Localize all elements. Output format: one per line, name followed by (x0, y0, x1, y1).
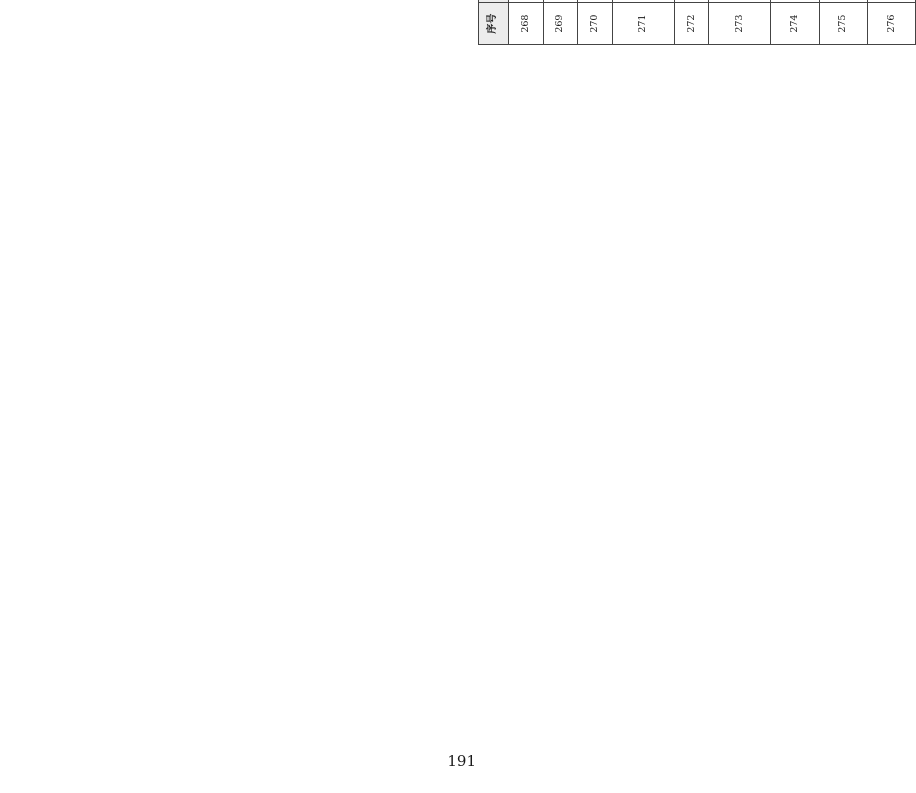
table-row (867, 0, 915, 45)
cell-central-dept (674, 0, 709, 3)
cell-serial: 274 (771, 3, 819, 45)
cell-central-dept (867, 0, 915, 3)
header-central-dept (479, 0, 509, 3)
cell-serial: 270 (578, 3, 613, 45)
cell-central-dept (771, 0, 819, 3)
table-row (771, 0, 819, 45)
table-row (543, 0, 578, 45)
cell-central-dept (509, 0, 544, 3)
header-serial: 序号 (479, 3, 509, 45)
table-row (578, 0, 613, 45)
table-header-row (479, 0, 509, 45)
table-row (819, 0, 867, 45)
table-row (509, 0, 544, 45)
cell-central-dept (819, 0, 867, 3)
cell-serial: 272 (674, 3, 709, 45)
cell-serial: 269 (543, 3, 578, 45)
cell-central-dept (709, 0, 771, 3)
cell-central-dept (543, 0, 578, 3)
table-row (674, 0, 709, 45)
cell-serial: 273 (709, 3, 771, 45)
page-number: 191 (447, 752, 476, 770)
approval-items-table (478, 0, 916, 45)
rotated-table-wrapper (478, 0, 897, 45)
cell-serial: 275 (819, 3, 867, 45)
cell-serial: 271 (612, 3, 674, 45)
table-row (709, 0, 771, 45)
cell-central-dept (578, 0, 613, 3)
table-row (612, 0, 674, 45)
cell-serial: 276 (867, 3, 915, 45)
cell-serial: 268 (509, 3, 544, 45)
cell-central-dept (612, 0, 674, 3)
